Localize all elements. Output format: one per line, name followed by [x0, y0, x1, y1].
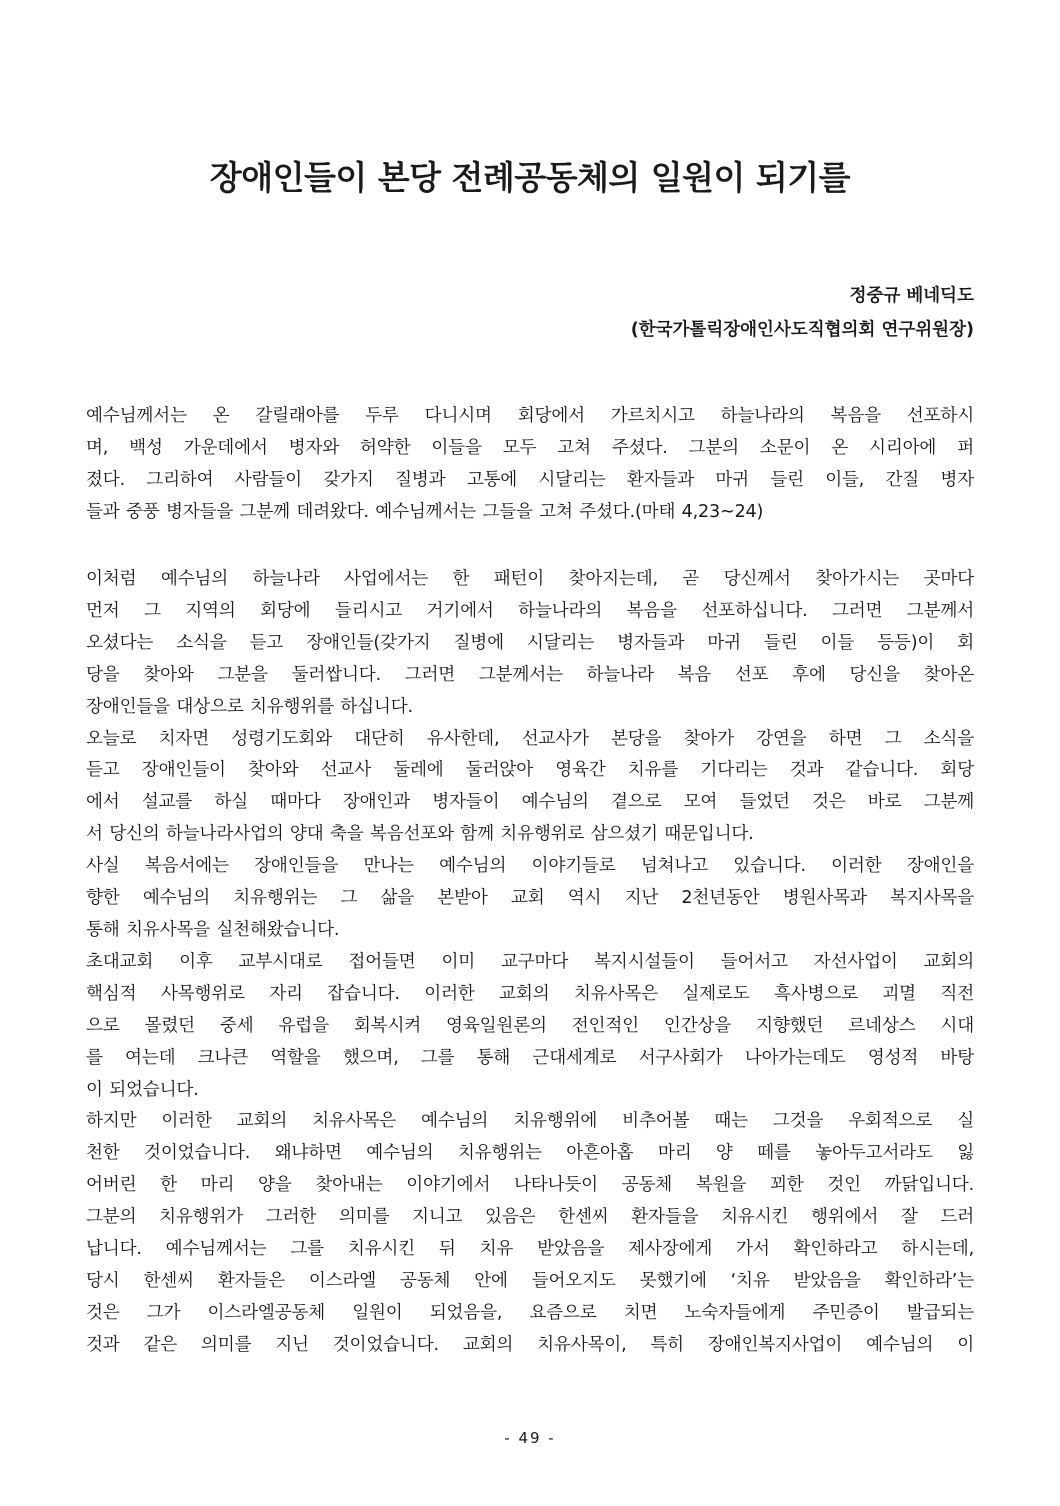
text-line: 이처럼 예수님의 하늘나라 사업에서는 한 패턴이 찾아지는데, 곧 당신께서 찾아가시는 곳마다 [86, 569, 974, 589]
paragraph [86, 851, 974, 947]
text-line: 하지만 이러한 교회의 치유사목은 예수님의 치유행위에 비추어볼 때는 그것을 우회적으로 실 [86, 1111, 974, 1132]
text-line: 듣고 장애인들이 찾아와 선교사 둘레에 둘러앉아 영육간 치유를 기다리는 것과 같습니다. 회당 [86, 760, 974, 781]
text-line: 당시 한센씨 환자들은 이스라엘 공동체 안에 들어오지도 못했기에 ‘치유 받았음을 확인하라’는 [86, 1270, 974, 1291]
paragraph [86, 724, 974, 852]
paragraph [86, 947, 974, 1107]
text-line: 먼저 그 지역의 회당에 들리시고 거기에서 하늘나라의 복음을 선포하십니다. 그러면 그분께서 [86, 600, 974, 621]
text-line: 서 당신의 하늘나라사업의 양대 축을 복음선포와 함께 치유행위로 삼으셨기 때문입니다. [86, 824, 754, 845]
text-line: 당을 찾아와 그분을 둘러쌉니다. 그러면 그분께서는 하늘나라 복음 선포 후에 당신을 찾아온 [86, 664, 974, 685]
text-line: 것은 그가 이스라엘공동체 일원이 되었음을, 요즘으로 치면 노숙자들에게 주민증이 발급되는 [86, 1302, 974, 1323]
text-line: 사실 복음서에는 장애인들을 만나는 예수님의 이야기들로 넘쳐나고 있습니다. 이러한 장애인을 [86, 856, 974, 877]
paragraph [86, 1106, 974, 1361]
author-affiliation: (한국가톨릭장애인사도직협의회 연구위원장) [630, 320, 974, 340]
text-line: 장애인들을 대상으로 치유행위를 하십니다. [86, 696, 413, 717]
text-line: 초대교회 이후 교부시대로 접어들면 이미 교구마다 복지시설들이 들어서고 자선사업이 교회의 [86, 951, 974, 972]
page-number: - 49 - [504, 1429, 556, 1447]
body-paragraphs [86, 564, 974, 1362]
text-line: 으로 몰렸던 중세 유럽을 회복시켜 영육일원론의 전인적인 인간상을 지향했던 르네상스 시대 [86, 1015, 974, 1036]
text-line: 천한 것이었습니다. 왜냐하면 예수님의 치유행위는 아흔아홉 마리 양 떼를 놓아두고서라도 잃 [86, 1143, 974, 1164]
text-line: 그분의 치유행위가 그러한 의미를 지니고 있음은 한센씨 환자들을 치유시킨 행위에서 잘 드러 [86, 1207, 974, 1228]
text-line: 에서 설교를 하실 때마다 장애인과 병자들이 예수님의 곁으로 모여 들었던 것은 바로 그분께 [86, 792, 974, 813]
text-line: 오늘로 치자면 성령기도회와 대단히 유사한데, 선교사가 본당을 찾아가 강연을 하면 그 소식을 [86, 728, 974, 749]
author-block [631, 279, 974, 347]
text-line: 오셨다는 소식을 듣고 장애인들(갖가지 질병에 시달리는 병자들과 마귀 들린 이들 등등)이 회 [86, 632, 974, 653]
text-line: 를 여는데 크나큰 역할을 했으며, 그를 통해 근대세계로 서구사회가 나아가는데도 영성적 바탕 [86, 1047, 974, 1068]
text-line: 향한 예수님의 치유행위는 그 삶을 본받아 교회 역시 지난 2천년동안 병원사목과 복지사목을 [86, 888, 974, 909]
page-title: 장애인들이 본당 전례공동체의 일원이 되기를 [209, 158, 851, 197]
text-line: 것과 같은 의미를 지닌 것이었습니다. 교회의 치유사목이, 특히 장애인복지사업이 예수님의 이 [86, 1334, 974, 1355]
text-line: 납니다. 예수님께서는 그를 치유시킨 뒤 치유 받았음을 제사장에게 가서 확인하라고 하시는데, [86, 1239, 974, 1260]
text-line: 어버린 한 마리 양을 찾아내는 이야기에서 나타나듯이 공동체 복원을 꾀한 것인 까닭입니다. [86, 1175, 974, 1196]
paragraph [86, 564, 974, 724]
text-line: 졌다. 그리하여 사람들이 갖가지 질병과 고통에 시달리는 환자들과 마귀 들린 이들, 간질 병자 [86, 469, 974, 490]
text-line: 며, 백성 가운데에서 병자와 허약한 이들을 모두 고쳐 주셨다. 그분의 소문이 온 시리아에 퍼 [86, 437, 974, 458]
text-line: 통해 치유사목을 실천해왔습니다. [86, 919, 340, 940]
text-line: 예수님께서는 온 갈릴래아를 두루 다니시며 회당에서 가르치시고 하늘나라의 복음을 선포하시 [86, 406, 974, 426]
quote-paragraph [86, 401, 974, 529]
text-line: 들과 중풍 병자들을 그분께 데려왔다. 예수님께서는 그들을 고쳐 주셨다.(마태 4,23~24) [86, 501, 764, 522]
author-name: 정중규 베네딕도 [849, 286, 974, 306]
text-line: 핵심적 사목행위로 자리 잡습니다. 이러한 교회의 치유사목은 실제로도 흑사병으로 괴멸 직전 [86, 983, 974, 1004]
text-line: 이 되었습니다. [86, 1079, 199, 1100]
